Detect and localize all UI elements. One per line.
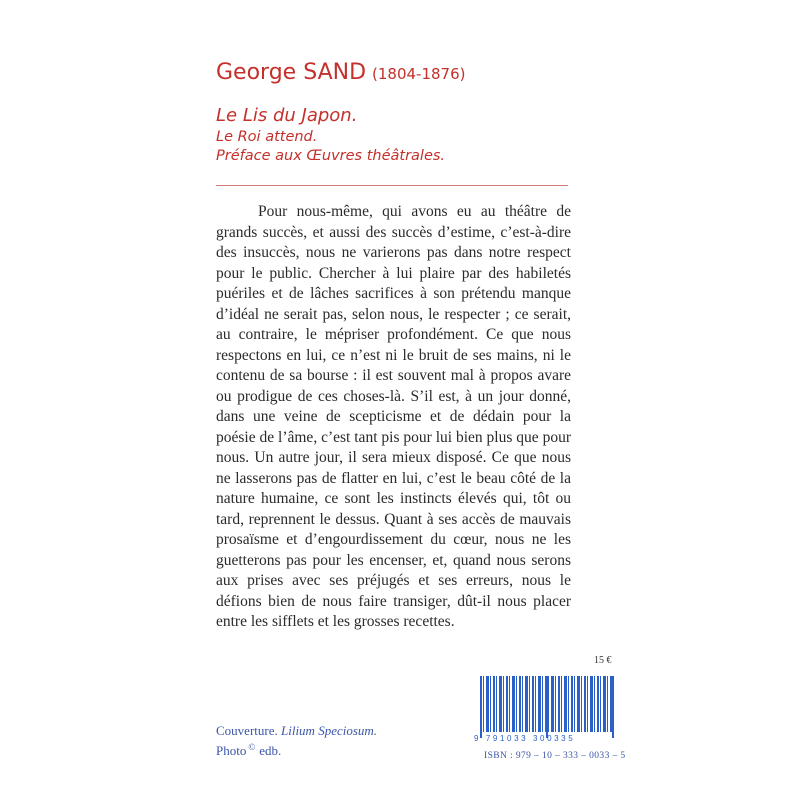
photo-credit: edb.: [259, 743, 282, 758]
barcode-guard-right: [612, 676, 614, 738]
barcode-guard-left: [480, 676, 482, 738]
cover-title: Lilium Speciosum.: [280, 723, 378, 738]
work-subtitle-1: Le Roi attend.: [216, 129, 318, 145]
cover-label: Couverture.: [216, 723, 278, 738]
cover-credits: [216, 722, 377, 759]
photo-credit-line: [216, 739, 377, 759]
author-name: George SAND: [216, 60, 367, 85]
excerpt-paragraph: Pour nous-même, qui avons eu au théâtre de grands succès, et aussi des succès d’estime, c’est-à-dire des insuccès, nous ne varierons pas dans notre respect pour le public. Chercher à lui plaire par des habiletés puériles et de lâches sacrifices à son prétendu manque d’idéal ne serait pas, selon nous, le respecter ; ce serait, au contraire, le mépriser profondément. Ce que nous respectons en lui, ce n’est ni le bruit de ses mains, ni le contenu de sa bourse : il est souvent mal à propos avare ou prodigue de ces choses-là. S’il est, à un jour donné, dans une veine de scepticisme et de dédain pour la poésie de l’âme, c’est tant pis pour lui bien plus que pour nous. Un autre jour, il sera mieux disposé. Ce que nous ne lasserons pas de flatter en lui, c’est le beau côté de la nature humaine, ce sont les instincts élevés qui, tôt ou tard, reprennent le dessus. Quant à ses accès de mauvais prosaïsme et d’engourdissement du cœur, nous ne les guetterons pas pour les encenser, et, quand nous serons aux prises avec ses préjugés et ses erreurs, nous le défions bien de nous faire transiger, dût-il nous placer entre les sifflets et les grosses recettes.: [216, 203, 571, 630]
cover-credit-line: [216, 722, 377, 739]
barcode: [480, 676, 614, 732]
work-title: Le Lis du Japon.: [216, 105, 358, 126]
photo-label: Photo: [216, 743, 247, 758]
author-dates: (1804-1876): [372, 65, 466, 83]
barcode-digits: 9 791033 300335: [474, 734, 576, 743]
work-subtitle-2: Préface aux Œuvres théâtrales.: [216, 148, 446, 164]
price-label: 15 €: [594, 655, 612, 666]
barcode-guard-center: [546, 676, 548, 738]
divider-rule: [216, 185, 568, 186]
works-list: [216, 104, 445, 166]
isbn-label: ISBN : 979 – 10 – 333 – 0033 – 5: [484, 751, 626, 761]
copyright-symbol: ©: [248, 742, 256, 752]
author-heading: [216, 60, 465, 85]
